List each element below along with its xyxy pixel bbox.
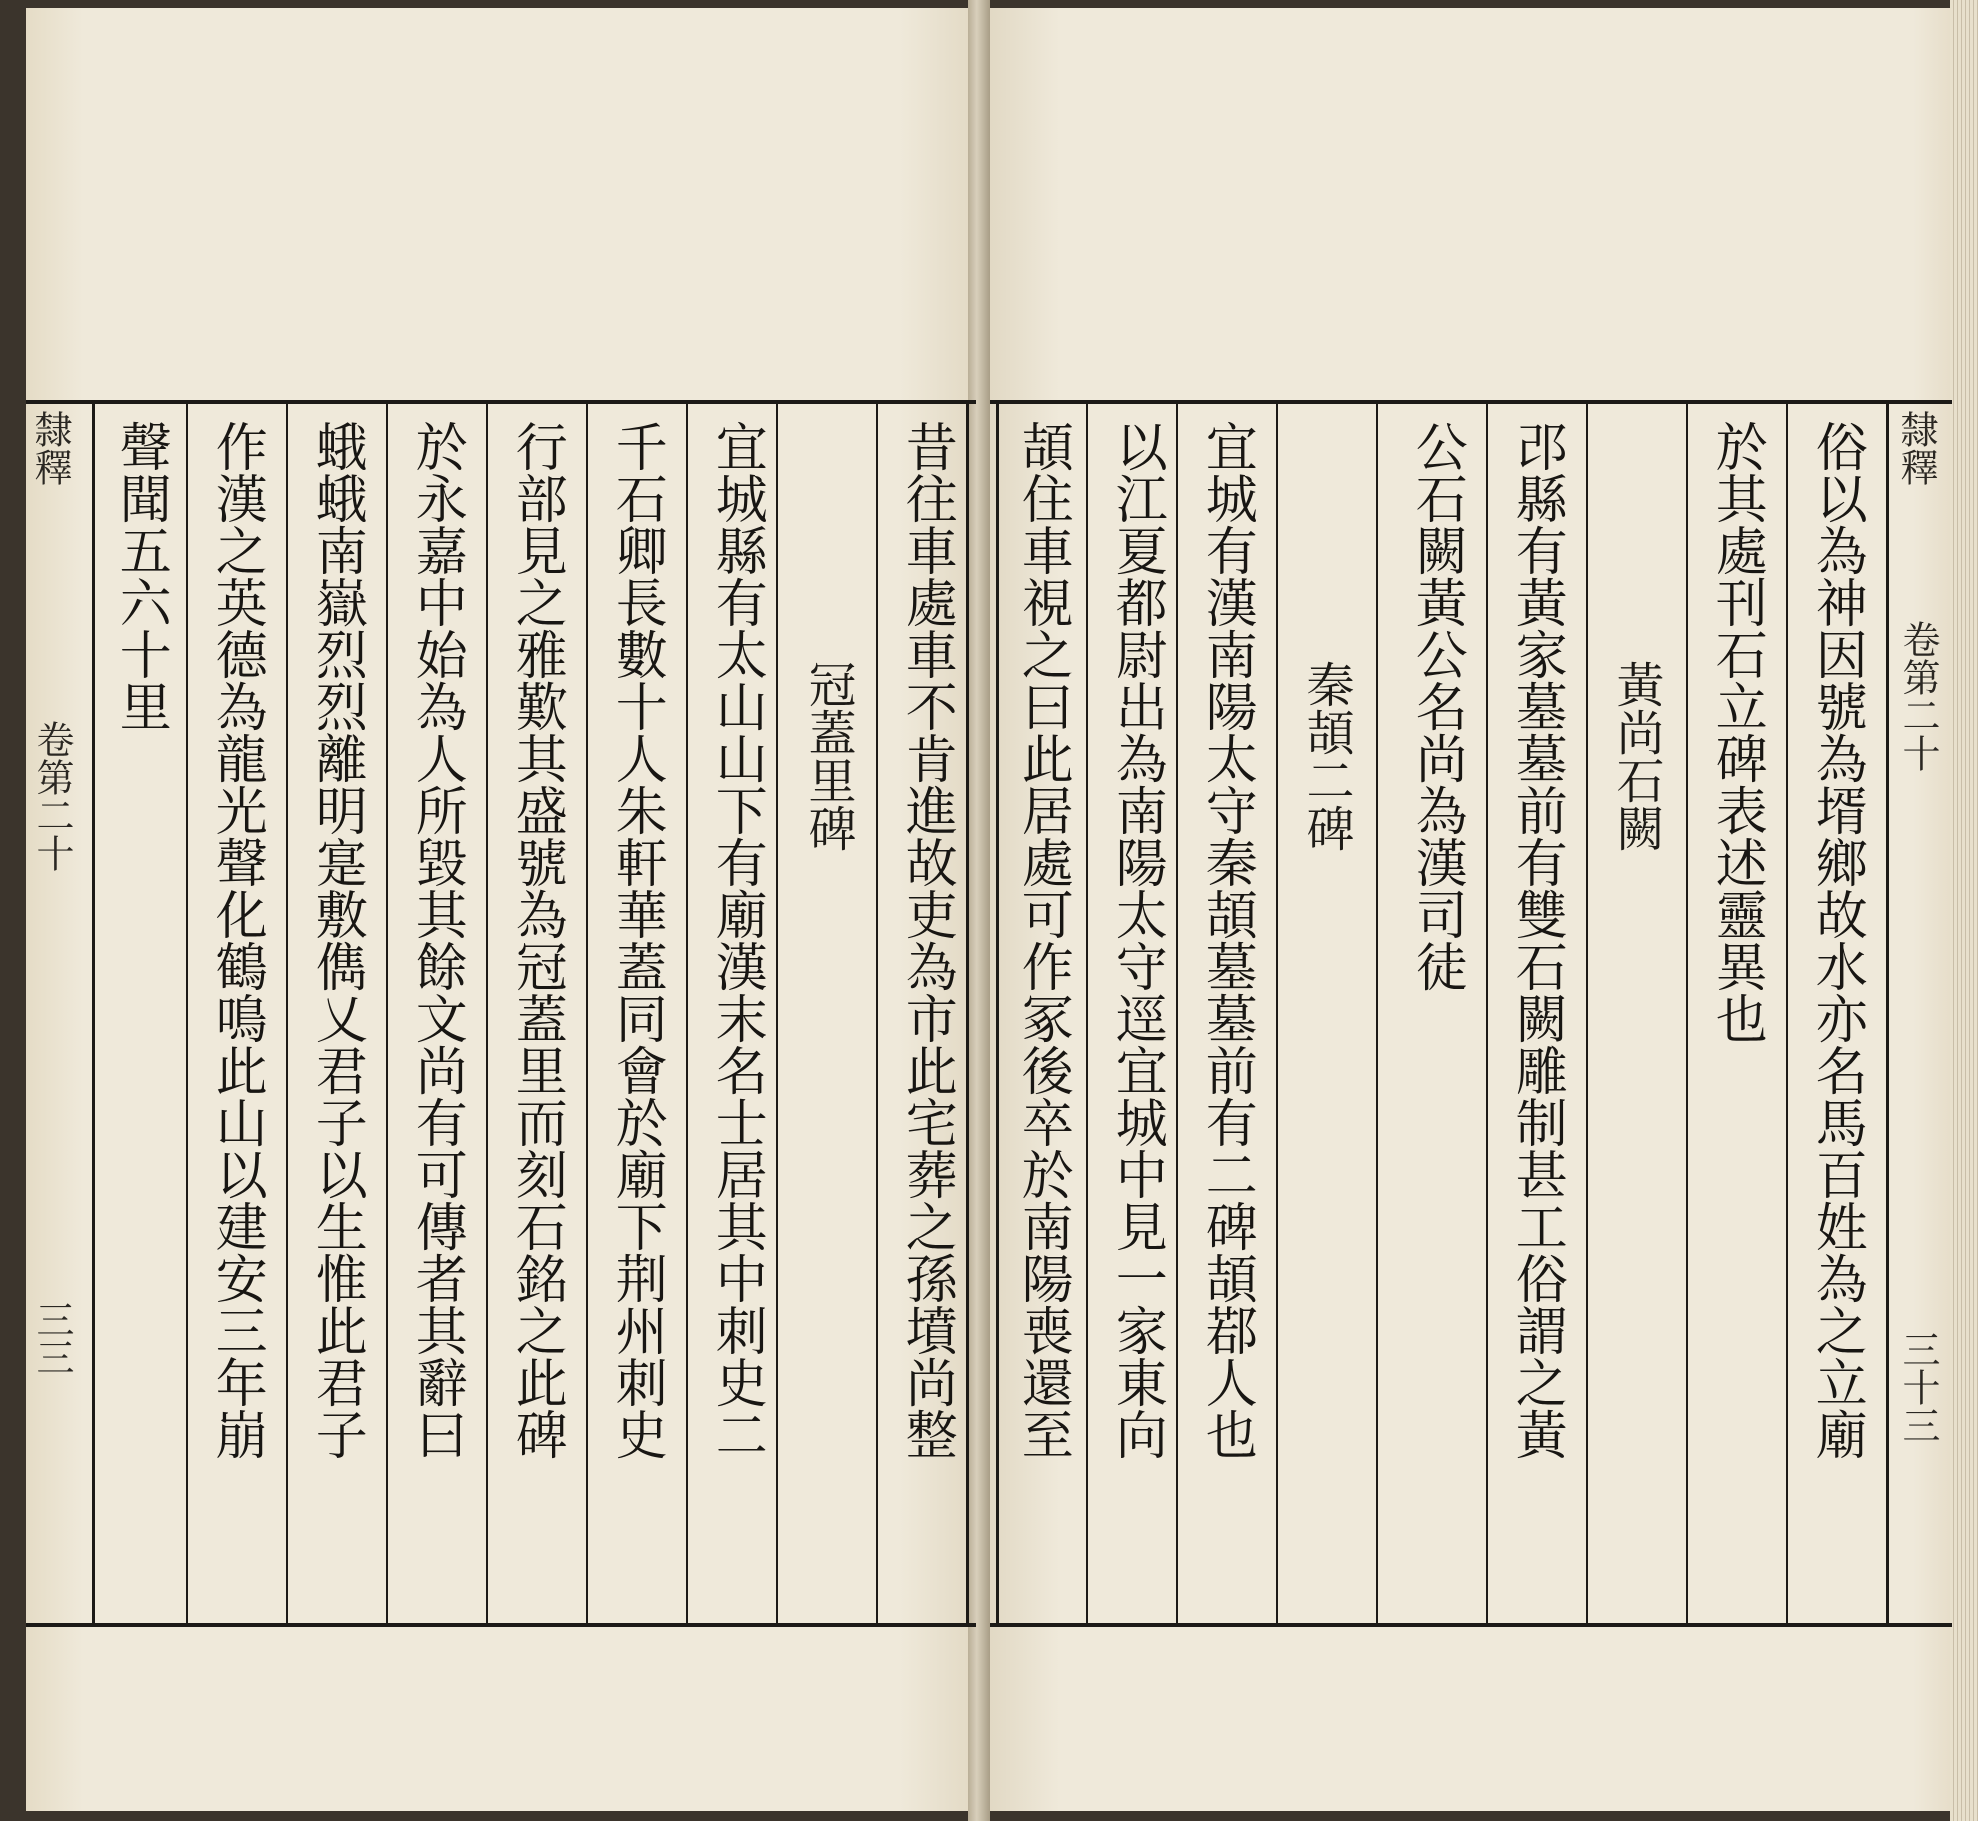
left-page: [26, 8, 976, 1811]
text-column: 宜城有漢南陽太守秦頡墓墓前有二碑頡鄀人也: [1196, 420, 1257, 1460]
right-margin-title: 隸釋: [1894, 410, 1938, 486]
text-column: 頡住車視之曰此居處可作冢後卒於南陽喪還至: [1012, 420, 1073, 1460]
column-rule: [1086, 404, 1088, 1623]
column-rule: [186, 404, 188, 1623]
right-top-border: [990, 400, 1952, 404]
right-margin-chapter: 卷第二十: [1896, 620, 1940, 772]
text-column: 邔縣有黃家墓墓前有雙石闕雕制甚工俗謂之黃: [1506, 420, 1567, 1460]
column-rule: [1686, 404, 1688, 1623]
text-column: 公石闕黃公名尚為漢司徒: [1406, 420, 1467, 992]
text-column: 千石卿長數十人朱軒華蓋同會於廟下荆州刺史: [606, 420, 667, 1460]
book-gutter: [968, 0, 990, 1821]
left-top-border: [26, 400, 976, 404]
left-margin-folio: 三三: [30, 1300, 74, 1376]
text-column: 於永嘉中始為人所毀其餘文尚有可傳者其辭曰: [406, 420, 467, 1460]
column-rule: [776, 404, 778, 1623]
section-heading: 秦頡二碑: [1298, 660, 1354, 852]
text-column: 俗以為神因號為壻鄉故水亦名馬百姓為之立廟: [1806, 420, 1867, 1460]
column-rule: [1376, 404, 1378, 1623]
column-rule: [876, 404, 878, 1623]
right-margin-folio: 三十三: [1896, 1330, 1940, 1444]
column-rule: [1786, 404, 1788, 1623]
left-inner-border: [966, 400, 969, 1627]
text-column: 於其處刊石立碑表述靈異也: [1706, 420, 1767, 1044]
column-rule: [286, 404, 288, 1623]
section-heading: 黃尚石闕: [1608, 660, 1664, 852]
left-outer-border: [92, 400, 95, 1627]
right-bottom-border: [990, 1623, 1952, 1627]
column-rule: [386, 404, 388, 1623]
right-inner-border: [996, 400, 999, 1627]
text-column: 作漢之英德為龍光聲化鶴鳴此山以建安三年崩: [206, 420, 267, 1460]
column-rule: [1586, 404, 1588, 1623]
page-stack-edge: [1950, 0, 1978, 1821]
text-column: 以江夏都尉出為南陽太守逕宜城中見一家東向: [1106, 420, 1167, 1460]
left-bottom-border: [26, 1623, 976, 1627]
column-rule: [1276, 404, 1278, 1623]
column-rule: [586, 404, 588, 1623]
column-rule: [686, 404, 688, 1623]
text-column: 行部見之雅歎其盛號為冠蓋里而刻石銘之此碑: [506, 420, 567, 1460]
section-heading: 冠蓋里碑: [800, 660, 856, 852]
text-column: 蛾蛾南嶽烈烈離明寔敷儁乂君子以生惟此君子: [306, 420, 367, 1460]
left-margin-chapter: 卷第二十: [30, 720, 74, 872]
right-outer-border: [1886, 400, 1889, 1627]
column-rule: [1176, 404, 1178, 1623]
column-rule: [1486, 404, 1488, 1623]
column-rule: [486, 404, 488, 1623]
text-column: 昔往車處車不肯進故吏為市此宅葬之孫墳尚整: [896, 420, 957, 1460]
text-column: 宜城縣有太山山下有廟漢末名士居其中刺史二: [706, 420, 767, 1460]
text-column: 聲聞五六十里: [110, 420, 171, 732]
left-margin-title: 隸釋: [28, 410, 72, 486]
